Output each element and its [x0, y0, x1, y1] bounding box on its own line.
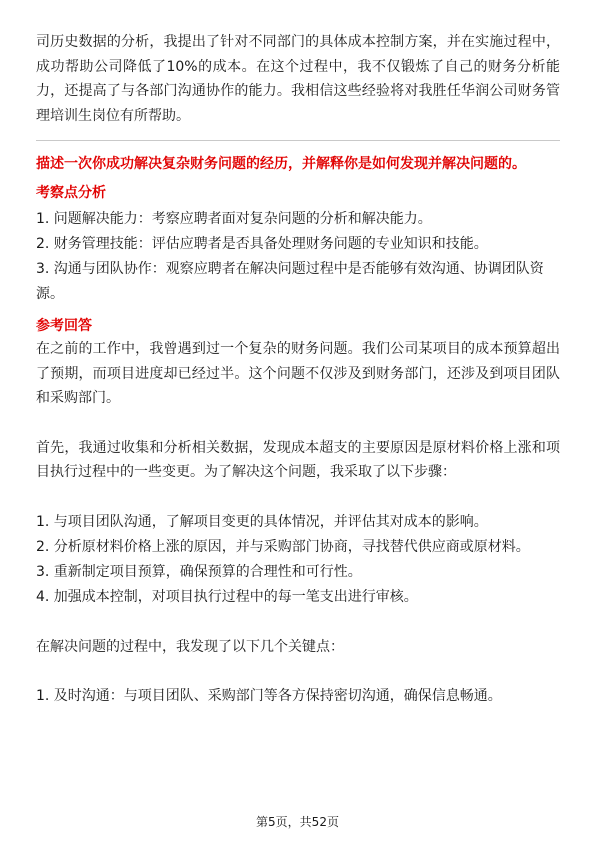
intro-paragraph: 司历史数据的分析，我提出了针对不同部门的具体成本控制方案，并在实施过程中，成功帮助公司降低了10%的成本。在这个过程中，我不仅锻炼了自己的财务分析能力，还提高了与各部门沟通协作的能力。我相信这些经验将对我胜任华润公司财务管理培训生岗位有所帮助。: [36, 34, 560, 124]
page-content: [36, 30, 560, 709]
step-item: 1. 与项目团队沟通，了解项目变更的具体情况，并评估其对成本的影响。: [36, 513, 488, 530]
step-item: 2. 分析原材料价格上涨的原因，并与采购部门协商，寻找替代供应商或原材料。: [36, 538, 530, 555]
answer-paragraph: 在解决问题的过程中，我发现了以下几个关键点：: [36, 638, 344, 655]
analysis-item: 1. 问题解决能力：考察应聘者面对复杂问题的分析和解决能力。: [36, 211, 432, 227]
step-item: 4. 加强成本控制，对项目执行过程中的每一笔支出进行审核。: [36, 588, 418, 605]
key-point-item: 1. 及时沟通：与项目团队、采购部门等各方保持密切沟通，确保信息畅通。: [36, 688, 502, 704]
question-heading: 描述一次你成功解决复杂财务问题的经历，并解释你是如何发现并解决问题的。: [36, 156, 526, 172]
answer-title: 参考回答: [36, 318, 92, 334]
analysis-item: 2. 财务管理技能：评估应聘者是否具备处理财务问题的专业知识和技能。: [36, 236, 488, 252]
analysis-title: 考察点分析: [36, 185, 106, 201]
analysis-item: 3. 沟通与团队协作：观察应聘者在解决问题过程中是否能够有效沟通、协调团队资源。: [36, 261, 544, 302]
section-divider: [36, 140, 560, 141]
answer-paragraph: 在之前的工作中，我曾遇到过一个复杂的财务问题。我们公司某项目的成本预算超出了预期，而项目进度却已经过半。这个问题不仅涉及到财务部门，还涉及到项目团队和采购部门。: [36, 341, 560, 406]
page-number: 第5页，共52页: [256, 815, 339, 829]
answer-paragraph: 首先，我通过收集和分析相关数据，发现成本超支的主要原因是原材料价格上涨和项目执行过程中的一些变更。为了解决这个问题，我采取了以下步骤：: [36, 439, 560, 480]
step-item: 3. 重新制定项目预算，确保预算的合理性和可行性。: [36, 563, 362, 580]
